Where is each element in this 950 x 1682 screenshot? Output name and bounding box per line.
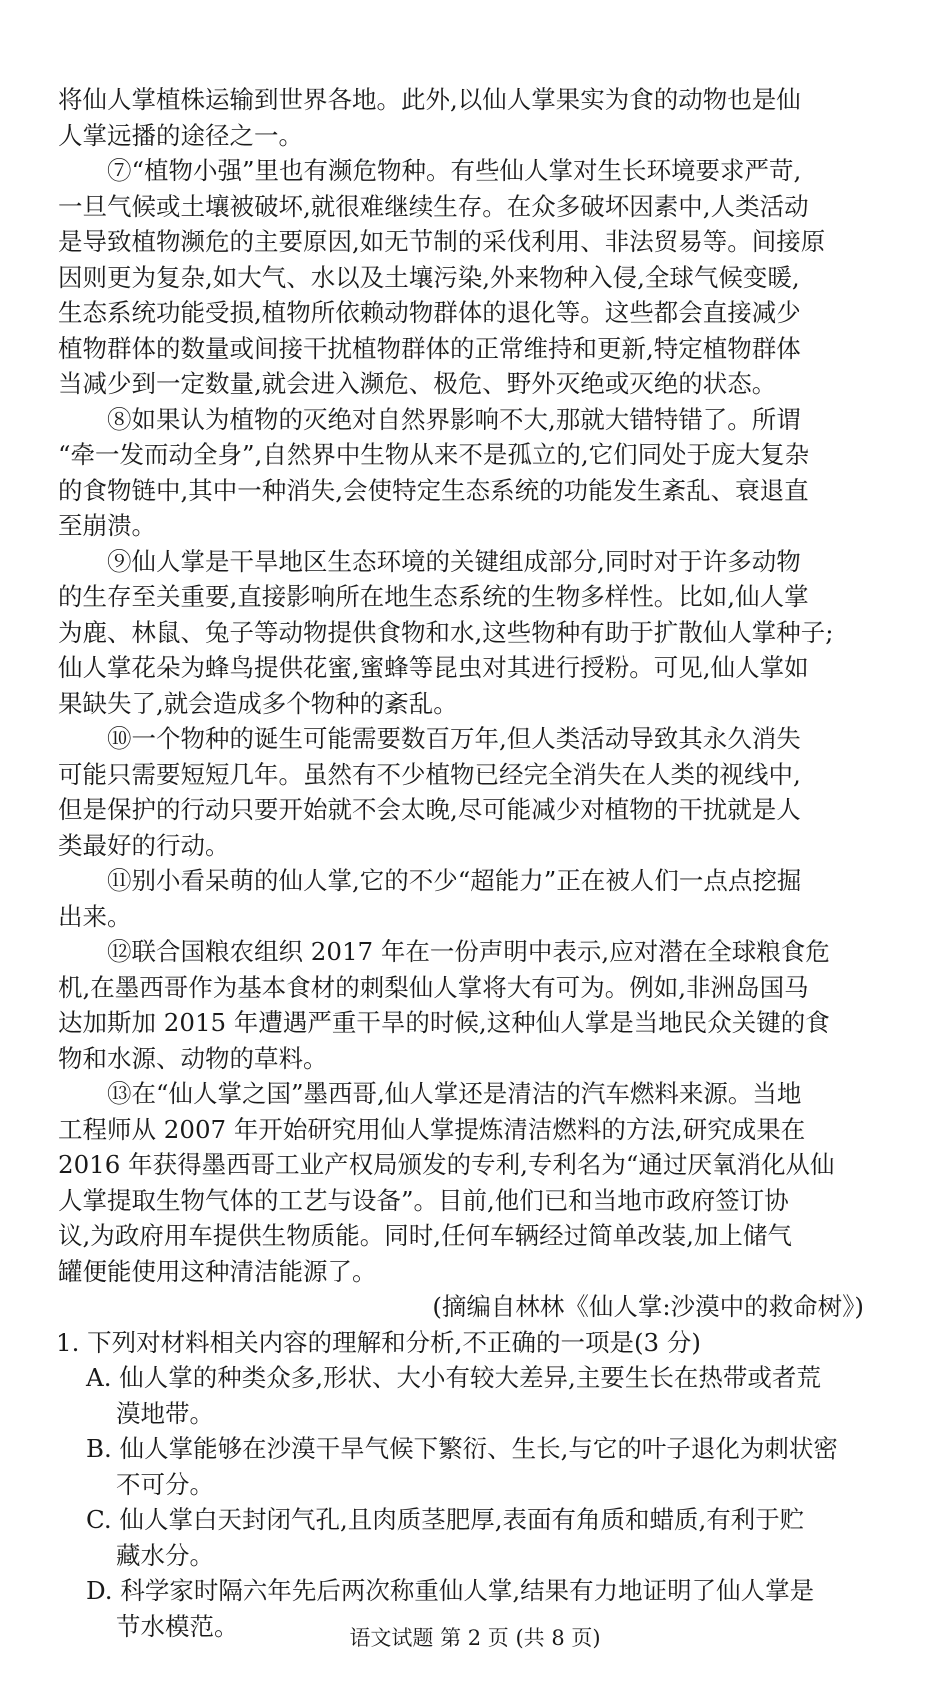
text-line: 机,在墨西哥作为基本食材的刺梨仙人掌将大有可为。例如,非洲岛国马 [58,972,809,1002]
text-line: 的食物链中,其中一种消失,会使特定生态系统的功能发生紊乱、衰退直 [58,475,809,505]
text-line: 人掌提取生物气体的工艺与设备”。目前,他们已和当地市政府签订协 [58,1185,789,1215]
paragraph-13 [58,1076,864,1289]
option-line: C. 仙人掌白天封闭气孔,且肉质茎肥厚,表面有角质和蜡质,有利于贮 [86,1505,805,1534]
text-line: 出来。 [58,901,132,931]
text-line: ⑩一个物种的诞生可能需要数百万年,但人类活动导致其永久消失 [107,724,801,753]
text-line: 因则更为复杂,如大气、水以及土壤污染,外来物种入侵,全球气候变暖, [58,262,800,292]
option-line: 漠地带。 [116,1398,214,1428]
question-stem: 1. 下列对材料相关内容的理解和分析,不正确的一项是(3 分) [56,1327,701,1357]
paragraph-10 [58,721,864,863]
text-line: ⑫联合国粮农组织 2017 年在一份声明中表示,应对潜在全球粮食危 [107,937,830,966]
text-line: 达加斯加 2015 年遭遇严重干旱的时候,这种仙人掌是当地民众关键的食 [58,1008,830,1037]
text-line: 可能只需要短短几年。虽然有不少植物已经完全消失在人类的视线中, [58,759,801,789]
text-line: ⑧如果认为植物的灭绝对自然界影响不大,那就大错特错了。所谓 [107,404,801,434]
text-line: 将仙人掌植株运输到世界各地。此外,以仙人掌果实为食的动物也是仙 [58,85,801,114]
text-line: 但是保护的行动只要开始就不会太晚,尽可能减少对植物的干扰就是人 [58,795,801,824]
text-line: ⑨仙人掌是干旱地区生态环境的关键组成部分,同时对于许多动物 [107,546,801,576]
text-line: 生态系统功能受损,植物所依赖动物群体的退化等。这些都会直接减少 [58,298,801,327]
option-line: 节水模范。 [116,1611,239,1641]
text-line: “牵一发而动全身”,自然界中生物从来不是孤立的,它们同处于庞大复杂 [58,440,810,469]
text-line: ⑬在“仙人掌之国”墨西哥,仙人掌还是清洁的汽车燃料来源。当地 [107,1079,802,1108]
option-line: A. 仙人掌的种类众多,形状、大小有较大差异,主要生长在热带或者荒 [86,1363,821,1392]
option-line: 藏水分。 [116,1540,214,1570]
text-line: 2016 年获得墨西哥工业产权局颁发的专利,专利名为“通过厌氧消化从仙 [58,1150,835,1179]
text-line: 物和水源、动物的草料。 [58,1043,328,1073]
option-line: B. 仙人掌能够在沙漠干旱气候下繁衍、生长,与它的叶子退化为刺状密 [86,1434,838,1463]
paragraph-11 [58,863,864,934]
text-line: 果缺失了,就会造成多个物种的紊乱。 [58,688,458,718]
article-body [58,82,864,1325]
source-citation: (摘编自林林《仙人掌:沙漠中的救命树》) [432,1292,864,1321]
text-line: 议,为政府用车提供生物质能。同时,任何车辆经过简单改装,加上储气 [58,1221,792,1250]
text-line: 当减少到一定数量,就会进入濒危、极危、野外灭绝或灭绝的状态。 [58,369,777,398]
text-line: 植物群体的数量或间接干扰植物群体的正常维持和更新,特定植物群体 [58,333,801,363]
text-line: 至崩溃。 [58,511,156,540]
text-line: 的生存至关重要,直接影响所在地生态系统的生物多样性。比如,仙人掌 [58,582,809,611]
text-line: 是导致植物濒危的主要原因,如无节制的采伐利用、非法贸易等。间接原 [58,227,826,256]
text-line: 人掌远播的途径之一。 [58,120,303,150]
text-line: 类最好的行动。 [58,830,230,860]
option-c [58,1502,864,1573]
paragraph-8 [58,402,864,544]
page-content [58,82,864,1644]
text-line: 一旦气候或土壤被破坏,就很难继续生存。在众多破坏因素中,人类活动 [58,191,809,221]
text-line: ⑪别小看呆萌的仙人掌,它的不少“超能力”正在被人们一点点挖掘 [107,866,802,895]
text-line: 罐便能使用这种清洁能源了。 [58,1256,377,1286]
paragraph-7 [58,153,864,402]
paragraph-9 [58,544,864,722]
text-line: 为鹿、林鼠、兔子等动物提供食物和水,这些物种有助于扩散仙人掌种子; [58,617,834,647]
option-a [58,1360,864,1431]
option-line: 不可分。 [116,1469,214,1499]
option-line: D. 科学家时隔六年先后两次称重仙人掌,结果有力地证明了仙人掌是 [86,1576,815,1605]
page-footer: 语文试题 第 2 页 (共 8 页) [349,1626,601,1650]
option-b [58,1431,864,1502]
question-1 [58,1325,864,1645]
text-line: 工程师从 2007 年开始研究用仙人掌提炼清洁燃料的方法,研究成果在 [58,1114,806,1144]
paragraph-12 [58,934,864,1076]
text-line: 仙人掌花朵为蜂鸟提供花蜜,蜜蜂等昆虫对其进行授粉。可见,仙人掌如 [58,653,809,682]
paragraph-continuation [58,82,864,153]
text-line: ⑦“植物小强”里也有濒危物种。有些仙人掌对生长环境要求严苛, [107,156,802,185]
